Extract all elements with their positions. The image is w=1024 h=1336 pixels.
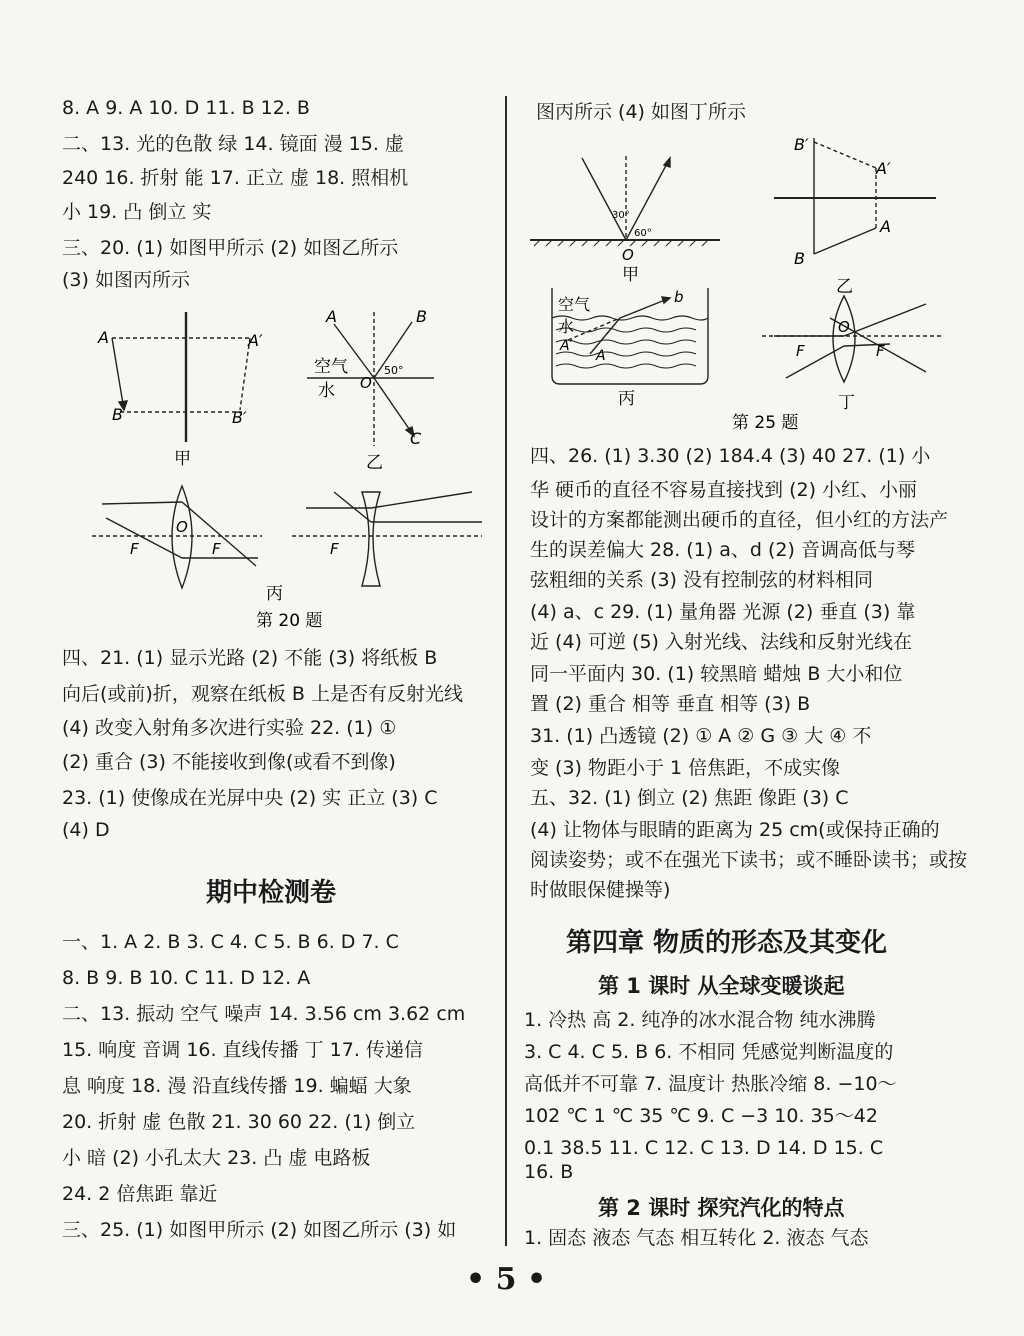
text-line: 1. 冷热 高 2. 纯净的冰水混合物 纯水沸腾 — [524, 1009, 876, 1031]
label-water-25: 水 — [558, 317, 575, 336]
label-O-convex: O — [176, 518, 188, 536]
text-line: 五、32. (1) 倒立 (2) 焦距 像距 (3) C — [530, 787, 849, 809]
label-A-bing: A — [596, 348, 606, 364]
text-line: 102 ℃ 1 ℃ 35 ℃ 9. C −3 10. 35～42 — [524, 1105, 878, 1127]
label-A-prime: A′ — [248, 331, 263, 350]
text-line: 0.1 38.5 11. C 12. C 13. D 14. D 15. C — [524, 1137, 884, 1159]
text-line: 置 (2) 重合 相等 垂直 相等 (3) B — [530, 693, 811, 715]
label-F-ding-right: F — [876, 342, 885, 360]
label-A-25: A — [880, 217, 891, 236]
fig20-bing-caption: 丙 — [266, 584, 283, 604]
text-line: 息 响度 18. 漫 沿直线传播 19. 蝙蝠 大象 — [62, 1075, 412, 1097]
label-air-25: 空气 — [558, 295, 591, 314]
text-line: 时做眼保健操等) — [530, 879, 671, 901]
text-line: 16. B — [524, 1161, 574, 1183]
label-O-jia: O — [622, 246, 634, 264]
figure-25 — [530, 128, 960, 438]
label-F-concave: F — [330, 540, 339, 558]
label-A-prime-bing: A′ — [560, 338, 573, 354]
text-line: 1. 固态 液态 气态 相互转化 2. 液态 气态 — [524, 1227, 869, 1249]
fig20-jia-caption: 甲 — [174, 449, 191, 469]
label-angle: 50° — [384, 364, 404, 377]
text-line: 四、21. (1) 显示光路 (2) 不能 (3) 将纸板 B — [62, 647, 438, 669]
label-b: b — [674, 288, 684, 306]
text-line: 20. 折射 虚 色散 21. 30 60 22. (1) 倒立 — [62, 1111, 416, 1133]
text-line: 小 暗 (2) 小孔太大 23. 凸 虚 电路板 — [62, 1147, 371, 1169]
page-number: • 5 • — [466, 1262, 547, 1297]
text-line: 图丙所示 (4) 如图丁所示 — [536, 101, 746, 123]
label-60: 60° — [634, 228, 652, 239]
text-line: 15. 响度 音调 16. 直线传播 丁 17. 传递信 — [62, 1039, 423, 1061]
label-B: B — [112, 405, 123, 424]
label-F-left: F — [130, 540, 139, 558]
text-line: 小 19. 凸 倒立 实 — [62, 201, 212, 223]
text-line: 8. B 9. B 10. C 11. D 12. A — [62, 967, 311, 989]
text-line: 24. 2 倍焦距 靠近 — [62, 1183, 218, 1205]
text-line: 8. A 9. A 10. D 11. B 12. B — [62, 97, 310, 119]
fig25-ding — [762, 296, 942, 382]
label-B-25: B — [794, 249, 805, 268]
text-line: (2) 重合 (3) 不能接收到像(或看不到像) — [62, 751, 396, 773]
fig25-jia-caption: 甲 — [622, 265, 639, 285]
column-divider — [505, 96, 507, 1246]
label-water: 水 — [318, 381, 335, 401]
label-F-right: F — [212, 540, 221, 558]
fig20-bing-convex — [92, 486, 262, 588]
fig25-yi — [774, 138, 936, 254]
lesson2-title: 第 2 课时 探究汽化的特点 — [598, 1196, 845, 1220]
text-line: 240 16. 折射 能 17. 正立 虚 18. 照相机 — [62, 167, 409, 189]
text-line: 四、26. (1) 3.30 (2) 184.4 (3) 40 27. (1) 小 — [530, 445, 931, 467]
text-line: 阅读姿势；或不在强光下读书；或不睡卧读书；或按 — [530, 849, 968, 871]
text-line: 二、13. 振动 空气 噪声 14. 3.56 cm 3.62 cm — [62, 1003, 466, 1025]
text-line: 一、1. A 2. B 3. C 4. C 5. B 6. D 7. C — [62, 931, 399, 953]
label-30: 30° — [612, 210, 630, 221]
figure-20 — [62, 296, 502, 636]
text-line: (4) D — [62, 819, 110, 841]
text-line: 31. (1) 凸透镜 (2) ① A ② G ③ 大 ④ 不 — [530, 725, 872, 747]
text-line: 变 (3) 物距小于 1 倍焦距，不成实像 — [530, 757, 841, 779]
text-line: 近 (4) 可逆 (5) 入射光线、法线和反射光线在 — [530, 631, 912, 653]
lesson1-title: 第 1 课时 从全球变暖谈起 — [598, 974, 845, 998]
text-line: 弦粗细的关系 (3) 没有控制弦的材料相同 — [530, 569, 873, 591]
fig25-title: 第 25 题 — [732, 413, 799, 433]
label-B-prime-25: B′ — [794, 135, 809, 154]
text-line: (4) 让物体与眼睛的距离为 25 cm(或保持正确的 — [530, 819, 940, 841]
chapter-title: 第四章 物质的形态及其变化 — [566, 928, 888, 958]
text-line: 同一平面内 30. (1) 较黑暗 蜡烛 B 大小和位 — [530, 663, 903, 685]
label-A: A — [98, 328, 109, 347]
text-line: 二、13. 光的色散 绿 14. 镜面 漫 15. 虚 — [62, 133, 404, 155]
text-line: (4) a、c 29. (1) 量角器 光源 (2) 垂直 (3) 靠 — [530, 601, 916, 623]
fig25-yi-caption: 乙 — [836, 277, 853, 297]
fig25-jia — [530, 156, 720, 246]
label-O-ding: O — [838, 318, 850, 336]
text-line: 生的误差偏大 28. (1) a、d (2) 音调高低与琴 — [530, 539, 915, 561]
label-B-yi: B — [416, 307, 427, 326]
text-line: 华 硬币的直径不容易直接找到 (2) 小红、小丽 — [530, 479, 918, 501]
fig20-yi-caption: 乙 — [366, 453, 383, 473]
label-air: 空气 — [314, 357, 348, 377]
label-F-ding-left: F — [796, 342, 805, 360]
text-line: 高低并不可靠 7. 温度计 热胀冷缩 8. −10～ — [524, 1073, 897, 1095]
text-line: 三、20. (1) 如图甲所示 (2) 如图乙所示 — [62, 237, 399, 259]
label-A-prime-25: A′ — [876, 159, 891, 178]
fig20-jia — [112, 312, 250, 442]
text-line: 向后(或前)折，观察在纸板 B 上是否有反射光线 — [62, 683, 463, 705]
section-title: 期中检测卷 — [206, 878, 337, 908]
text-line: 三、25. (1) 如图甲所示 (2) 如图乙所示 (3) 如 — [62, 1219, 457, 1241]
fig20-title: 第 20 题 — [256, 611, 323, 631]
label-O: O — [360, 374, 372, 392]
text-line: (3) 如图丙所示 — [62, 269, 190, 291]
fig20-bing-concave — [292, 492, 482, 586]
text-line: (4) 改变入射角多次进行实验 22. (1) ① — [62, 717, 397, 739]
label-A-yi: A — [326, 307, 337, 326]
label-B-prime: B′ — [232, 408, 247, 427]
fig25-bing-caption: 丙 — [618, 389, 635, 409]
text-line: 设计的方案都能测出硬币的直径，但小红的方法产 — [530, 509, 949, 531]
label-C: C — [410, 429, 422, 448]
fig25-ding-caption: 丁 — [838, 393, 855, 413]
text-line: 23. (1) 使像成在光屏中央 (2) 实 正立 (3) C — [62, 787, 438, 809]
text-line: 3. C 4. C 5. B 6. 不相同 凭感觉判断温度的 — [524, 1041, 894, 1063]
